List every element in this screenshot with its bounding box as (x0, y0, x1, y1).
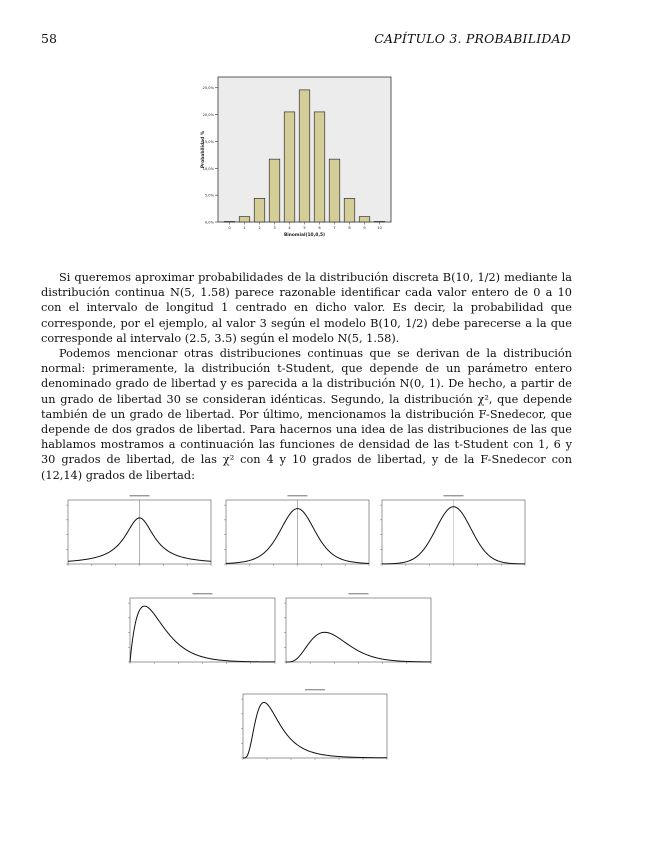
plot-title-mark (193, 593, 213, 594)
plot-frame (382, 500, 525, 564)
density-plot-f-snedecor-12-14 (241, 689, 387, 760)
x-tick-label-10: 10 (377, 226, 382, 230)
page-header (41, 31, 571, 47)
bar-2 (254, 198, 265, 222)
x-tick-label-1: 1 (243, 226, 246, 230)
x-tick-label-5: 5 (303, 226, 306, 230)
density-plot-t-student-30 (380, 495, 525, 566)
bar-8 (344, 198, 355, 222)
x-axis-label: Binomial(10,0,5) (283, 233, 326, 238)
density-curve (226, 509, 369, 564)
plot-frame (243, 694, 387, 758)
bar-6 (314, 112, 325, 222)
binomial-bar-chart (196, 72, 396, 242)
plot-frame (286, 598, 431, 662)
bar-1 (239, 217, 250, 222)
y-tick-label: 10,0% (202, 166, 214, 171)
density-plot-t-student-6 (224, 495, 369, 566)
y-tick-label: 5,0% (204, 193, 214, 198)
plot-title-mark (130, 495, 150, 496)
plot-frame (130, 598, 275, 662)
x-tick-label-6: 6 (318, 226, 321, 230)
x-tick-label-4: 4 (288, 226, 291, 230)
density-plot-chi-square-4 (128, 593, 275, 664)
paragraph-2: Podemos mencionar otras distribuciones continuas que se derivan de la distribución normal: primeramente, la distribución t-Student, que depende de un parámetro entero denominado grado de libertad y es parecida a la distribución N(0, 1). De hecho, a partir de un grado de libertad 30 se consideran idénticas. Segundo, la distribución χ², que depende también de un grado de libertad. Por último, mencionamos la distribución F-Snedecor, que depende de dos grados de libertad. Para hacernos una idea de las distribuciones de las que hablamos mostramos a continuación las funciones de densidad de las t-Student con 1, 6 y 30 grados de libertad, de las χ² con 4 y 10 grados de libertad, y de la F-Snedecor con (12,14) grados de libertad: (41, 347, 572, 482)
plot-title-mark (305, 689, 325, 690)
y-axis-label: Probabilidad % (201, 130, 206, 169)
density-curve (68, 518, 211, 561)
bar-10 (374, 221, 385, 222)
x-tick-label-0: 0 (228, 226, 231, 230)
paragraph-1: Si queremos aproximar probabilidades de la distribución discreta B(10, 1/2) mediante la distribución continua N(5, 1.58) parece razonable identificar cada valor entero de 0 a 10 con el intervalo de longitud 1 centrado en dicho valor. Es decir, la probabilidad que corresponde, por el ejemplo, al valor 3 según el modelo B(10, 1/2) debe parecerse a la que corresponde al intervalo (2.5, 3.5) según el modelo N(5, 1.58). (41, 271, 572, 345)
density-plot-t-student-1 (66, 495, 211, 566)
x-tick-label-7: 7 (333, 226, 336, 230)
density-curve (382, 507, 525, 564)
bar-0 (224, 221, 235, 222)
x-tick-label-9: 9 (363, 226, 366, 230)
y-tick-label: 0,0% (204, 220, 214, 225)
bar-9 (359, 217, 370, 222)
density-curve (286, 632, 431, 662)
plot-frame (68, 500, 211, 564)
x-tick-label-3: 3 (273, 226, 276, 230)
bar-5 (299, 90, 310, 222)
x-tick-label-2: 2 (258, 226, 261, 230)
page-number: 58 (41, 31, 57, 46)
y-tick-label: 15,0% (202, 139, 214, 144)
bar-3 (269, 159, 280, 222)
bar-7 (329, 159, 340, 222)
plot-title-mark (349, 593, 369, 594)
density-plot-chi-square-10 (284, 593, 431, 664)
chapter-title: CAPÍTULO 3. PROBABILIDAD (374, 31, 571, 46)
body-text (41, 270, 572, 483)
y-tick-label: 20,0% (202, 113, 214, 118)
density-curve (130, 606, 275, 662)
plot-frame (226, 500, 369, 564)
y-tick-label: 25,0% (202, 86, 214, 91)
bar-4 (284, 112, 295, 222)
plot-title-mark (288, 495, 308, 496)
x-tick-label-8: 8 (348, 226, 351, 230)
density-curve (243, 702, 387, 758)
plot-title-mark (444, 495, 464, 496)
